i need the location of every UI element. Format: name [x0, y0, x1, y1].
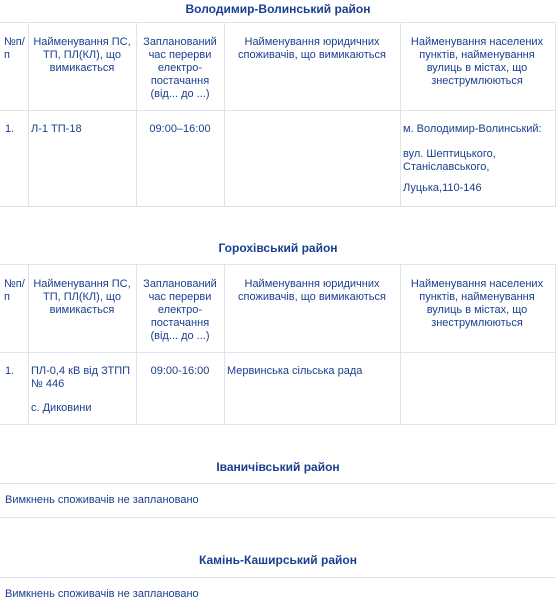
divider [0, 206, 556, 207]
column-header-number: №п/п [4, 278, 25, 303]
column-divider [224, 264, 225, 424]
column-header-legal-consumers: Найменування юридичних споживачів, що вимикаються [238, 278, 386, 303]
column-header-time: Запланований час перерви електро-постачання (від... до ...) [143, 278, 217, 342]
row-number: 1. [5, 365, 15, 377]
line-name: Л-1 ТП-18 [31, 123, 82, 135]
column-header-line: Найменування ПС, ТП, ПЛ(КЛ), що вимикається [33, 36, 131, 74]
divider [0, 424, 556, 425]
legal-consumer: Мервинська сільська рада [227, 365, 363, 377]
district-heading: Іваничівський район [216, 460, 340, 474]
district-heading: Горохівський район [218, 241, 338, 255]
column-divider [28, 264, 29, 424]
column-divider [224, 22, 225, 206]
column-divider [400, 264, 401, 424]
column-header-settlements: Найменування населених пунктів, найменування вулиць в містах, що знеструмлюються [410, 36, 544, 87]
divider [0, 517, 556, 518]
column-header-number: №п/п [4, 36, 25, 61]
district-heading: Володимир-Волинський район [185, 2, 371, 16]
no-outages-note: Вимкнень споживачів не заплановано [5, 588, 199, 600]
column-header-line: Найменування ПС, ТП, ПЛ(КЛ), що вимикається [33, 278, 131, 316]
column-divider [136, 264, 137, 424]
no-outages-note: Вимкнень споживачів не заплановано [5, 494, 199, 506]
district-heading: Камінь-Каширський район [199, 553, 357, 567]
settlement-line: Луцька,110-146 [403, 182, 482, 194]
outage-time: 09:00–16:00 [149, 123, 211, 135]
column-header-settlements: Найменування населених пунктів, найменування вулиць в містах, що знеструмлюються [410, 278, 544, 329]
column-divider [400, 22, 401, 206]
column-divider [136, 22, 137, 206]
column-header-time: Запланований час перерви електро-постачання (від... до ...) [143, 36, 217, 100]
divider [0, 22, 556, 23]
village-name: с. Диковини [31, 402, 92, 414]
settlement-line: вул. Шептицького, Станіславського, [403, 148, 496, 173]
settlement-line: м. Володимир-Волинський: [403, 123, 542, 135]
divider [0, 264, 556, 265]
row-number: 1. [5, 123, 15, 135]
divider [0, 352, 556, 353]
divider [0, 483, 556, 484]
divider [0, 110, 556, 111]
column-header-legal-consumers: Найменування юридичних споживачів, що вимикаються [238, 36, 386, 61]
outage-time: 09:00-16:00 [150, 365, 210, 377]
divider [0, 577, 556, 578]
column-divider [28, 22, 29, 206]
line-name: ПЛ-0,4 кВ від ЗТПП № 446 [31, 365, 131, 390]
